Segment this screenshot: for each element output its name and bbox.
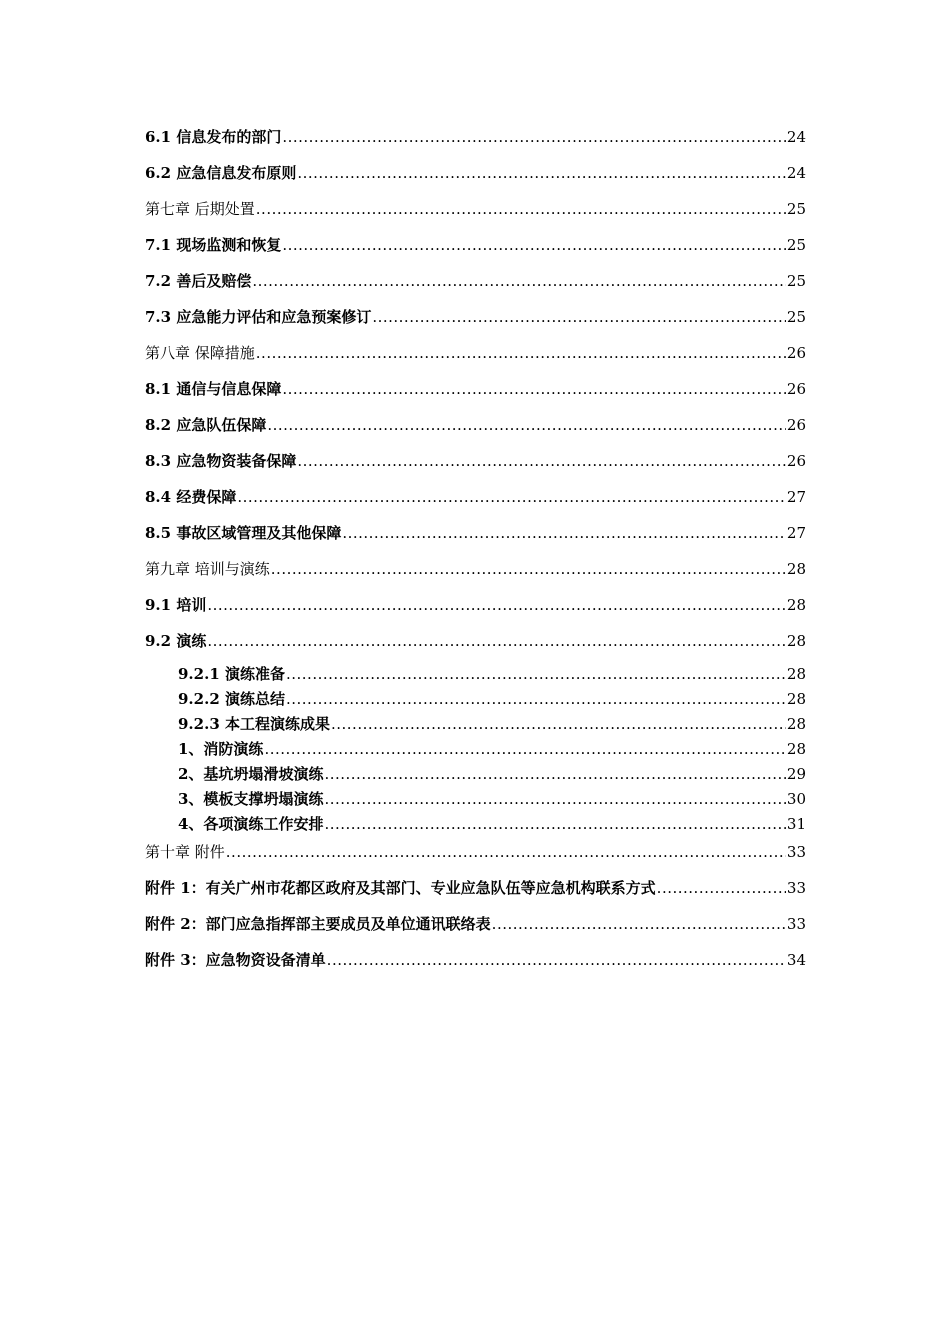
toc-entry[interactable]: [145, 518, 806, 554]
toc-entry[interactable]: [145, 873, 806, 909]
dot-leader: [207, 626, 786, 656]
toc-subentry[interactable]: [145, 712, 806, 737]
toc-chapter-entry[interactable]: [145, 338, 806, 374]
toc-entry-page: 33: [786, 879, 806, 897]
dot-leader: [492, 909, 786, 939]
toc-entry[interactable]: [145, 482, 806, 518]
dot-leader: [252, 266, 786, 296]
toc-entry-title: 1、消防演练: [178, 740, 264, 758]
toc-entry-page: 28: [786, 715, 806, 733]
dot-leader: [256, 338, 786, 368]
toc-entry-page: 27: [786, 488, 806, 506]
toc-entry-page: 30: [786, 790, 806, 808]
toc-entry-page: 28: [786, 560, 806, 578]
toc-entry-title: 8.3 应急物资装备保障: [145, 452, 297, 470]
table-of-contents: [145, 122, 806, 981]
dot-leader: [342, 518, 786, 548]
toc-entry-title: 附件 3：应急物资设备清单: [145, 951, 326, 969]
dot-leader: [372, 302, 786, 332]
toc-subentry[interactable]: [145, 762, 806, 787]
toc-chapter-entry[interactable]: [145, 837, 806, 873]
toc-entry-title: 第七章 后期处置: [145, 200, 255, 218]
toc-entry-title: 8.4 经费保障: [145, 488, 237, 506]
toc-subentry[interactable]: [145, 737, 806, 762]
toc-entry-page: 25: [786, 272, 806, 290]
toc-entry[interactable]: [145, 945, 806, 981]
dot-leader: [331, 712, 786, 737]
toc-entry-page: 26: [786, 452, 806, 470]
toc-entry-title: 附件 2：部门应急指挥部主要成员及单位通讯联络表: [145, 915, 491, 933]
toc-entry-title: 3、模板支撑坍塌演练: [178, 790, 324, 808]
toc-subentry[interactable]: [145, 812, 806, 837]
dot-leader: [282, 230, 786, 260]
toc-chapter-entry[interactable]: [145, 554, 806, 590]
toc-entry[interactable]: [145, 266, 806, 302]
toc-entry-page: 33: [786, 843, 806, 861]
toc-entry-page: 28: [786, 740, 806, 758]
toc-entry-page: 27: [786, 524, 806, 542]
dot-leader: [324, 812, 785, 837]
toc-entry[interactable]: [145, 410, 806, 446]
toc-entry-page: 26: [786, 380, 806, 398]
toc-entry[interactable]: [145, 909, 806, 945]
dot-leader: [297, 446, 786, 476]
dot-leader: [237, 482, 786, 512]
toc-entry[interactable]: [145, 158, 806, 194]
dot-leader: [256, 194, 786, 224]
dot-leader: [282, 374, 786, 404]
toc-entry-page: 28: [786, 632, 806, 650]
toc-entry-page: 28: [786, 690, 806, 708]
toc-chapter-entry[interactable]: [145, 194, 806, 230]
toc-entry-page: 31: [786, 815, 806, 833]
toc-subentry[interactable]: [145, 687, 806, 712]
toc-entry[interactable]: [145, 230, 806, 266]
toc-entry-title: 第九章 培训与演练: [145, 560, 270, 578]
toc-entry-title: 9.2.3 本工程演练成果: [178, 715, 330, 733]
toc-entry-page: 34: [786, 951, 806, 969]
dot-leader: [324, 787, 785, 812]
toc-entry-page: 26: [786, 344, 806, 362]
toc-entry-title: 2、基坑坍塌滑坡演练: [178, 765, 324, 783]
dot-leader: [327, 945, 786, 975]
toc-entry-title: 8.5 事故区域管理及其他保障: [145, 524, 342, 542]
toc-entry[interactable]: [145, 626, 806, 662]
toc-entry-page: 29: [786, 765, 806, 783]
dot-leader: [297, 158, 786, 188]
toc-subentry[interactable]: [145, 662, 806, 687]
dot-leader: [286, 687, 786, 712]
toc-entry[interactable]: [145, 302, 806, 338]
toc-entry-title: 9.2.2 演练总结: [178, 690, 285, 708]
toc-entry-title: 第八章 保障措施: [145, 344, 255, 362]
toc-entry-title: 6.2 应急信息发布原则: [145, 164, 297, 182]
toc-entry-page: 24: [786, 164, 806, 182]
dot-leader: [282, 122, 786, 152]
toc-entry-title: 4、各项演练工作安排: [178, 815, 324, 833]
toc-entry-page: 26: [786, 416, 806, 434]
dot-leader: [226, 837, 786, 867]
dot-leader: [286, 662, 786, 687]
toc-entry-page: 28: [786, 665, 806, 683]
dot-leader: [657, 873, 786, 903]
dot-leader: [264, 737, 785, 762]
toc-entry-page: 25: [786, 308, 806, 326]
toc-entry-page: 33: [786, 915, 806, 933]
toc-entry[interactable]: [145, 590, 806, 626]
dot-leader: [267, 410, 786, 440]
toc-entry-page: 25: [786, 236, 806, 254]
toc-entry[interactable]: [145, 122, 806, 158]
toc-entry-title: 第十章 附件: [145, 843, 225, 861]
toc-entry-page: 28: [786, 596, 806, 614]
toc-entry-title: 7.3 应急能力评估和应急预案修订: [145, 308, 372, 326]
toc-entry-title: 8.2 应急队伍保障: [145, 416, 267, 434]
toc-entry[interactable]: [145, 374, 806, 410]
dot-leader: [271, 554, 786, 584]
dot-leader: [207, 590, 786, 620]
toc-entry-title: 9.2.1 演练准备: [178, 665, 285, 683]
toc-entry-title: 9.2 演练: [145, 632, 207, 650]
toc-entry-title: 9.1 培训: [145, 596, 207, 614]
toc-entry-page: 25: [786, 200, 806, 218]
toc-subentry[interactable]: [145, 787, 806, 812]
toc-entry-title: 6.1 信息发布的部门: [145, 128, 282, 146]
toc-entry-title: 7.1 现场监测和恢复: [145, 236, 282, 254]
toc-entry-title: 附件 1：有关广州市花都区政府及其部门、专业应急队伍等应急机构联系方式: [145, 879, 656, 897]
dot-leader: [324, 762, 785, 787]
toc-entry-page: 24: [786, 128, 806, 146]
toc-entry-title: 7.2 善后及赔偿: [145, 272, 252, 290]
toc-entry[interactable]: [145, 446, 806, 482]
toc-entry-title: 8.1 通信与信息保障: [145, 380, 282, 398]
